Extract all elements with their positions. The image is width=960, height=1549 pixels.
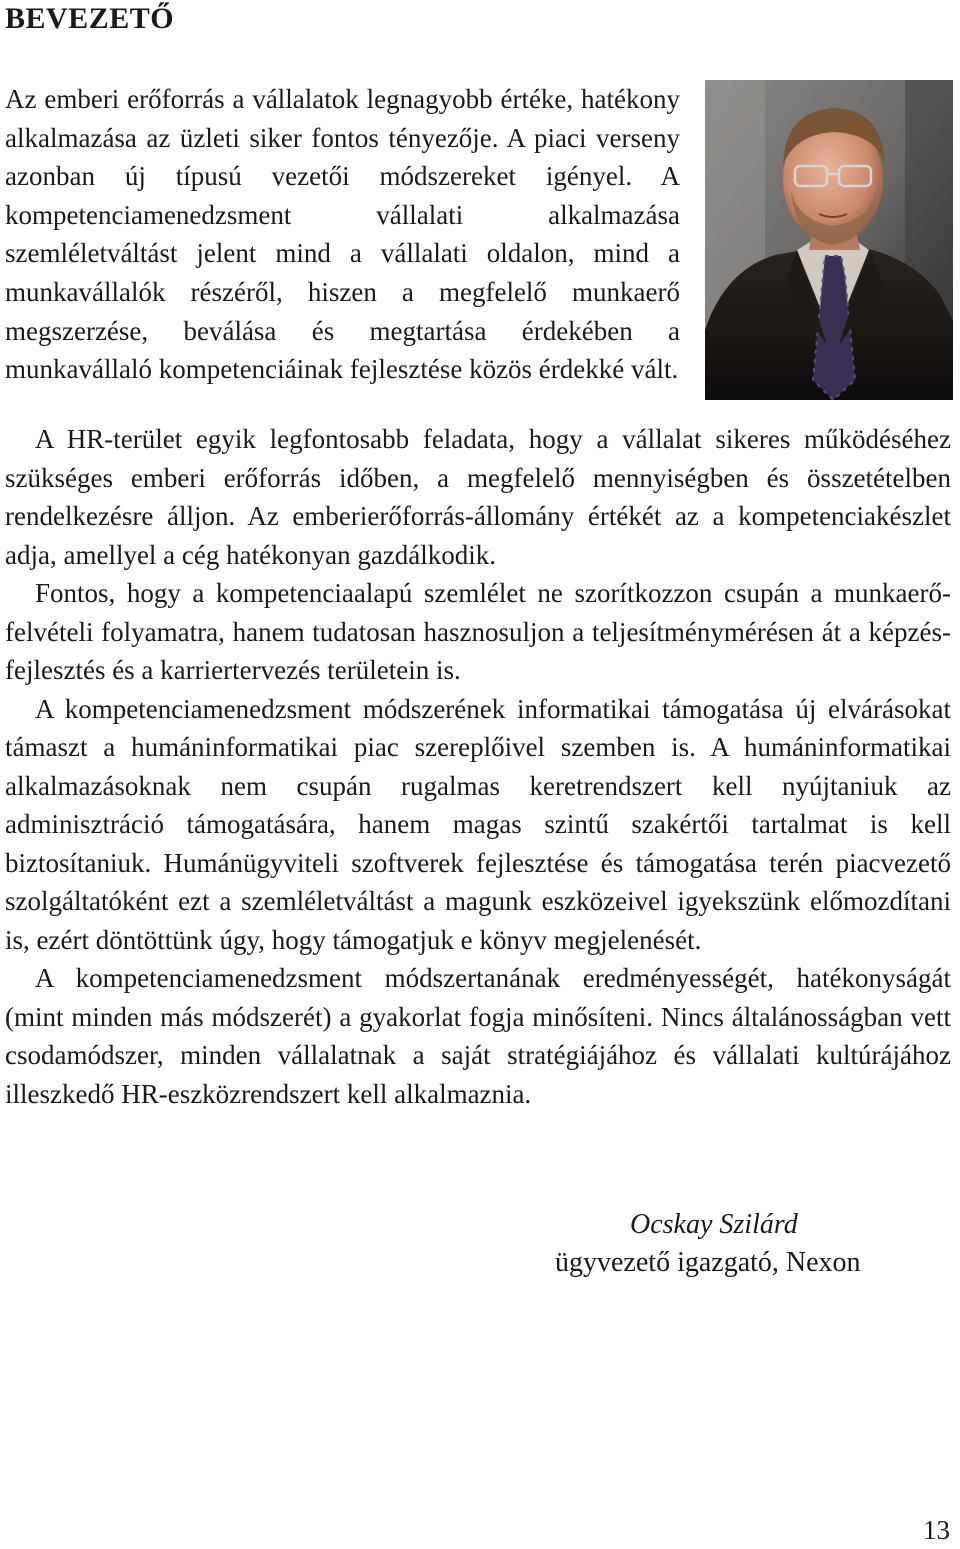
signature-block: [555, 1206, 935, 1282]
paragraph-competency-approach: Fontos, hogy a kompetenciaalapú szemlélet ne szorítkozzon csupán a munkaerő-felvételi folyamatra, hanem tudatosan hasznosuljon a teljesítménymérésen át a képzés-fejlesztés és a karriertervezés területein is.: [5, 578, 951, 685]
paragraph-methodology: A kompetenciamenedzsment módszertanának eredményességét, hatékonyságát (mint minden más módszerét) a gyakorlat fogja minősíteni. Nincs általánosságban vett csodamódszer, minden vállalatnak a saját stratégiájához és vállalati kultúrájához illeszkedő HR-eszközrendszert kell alkalmaznia.: [5, 963, 951, 1109]
signature-title: ügyvezető igazgató, Nexon: [555, 1247, 861, 1278]
portrait-image: [705, 80, 953, 400]
signature-name: Ocskay Szilárd: [630, 1209, 798, 1240]
paragraph-hr-role: A HR-terület egyik legfontosabb feladata, hogy a vállalat sikeres működéséhez szükséges emberi erőforrás időben, a megfelelő mennyiségben és összetételben rendelkezésre álljon. Az emberierőforrás-állomány értékét az a kompetenciakészlet adja, amellyel a cég hatékonyan gazdálkodik.: [5, 424, 951, 570]
body-text: [5, 420, 951, 1113]
page-number: 13: [923, 1515, 950, 1545]
author-portrait: [705, 80, 953, 400]
intro-paragraph: Az emberi erőforrás a vállalatok legnagyobb értéke, hatékony alkalmazása az üzleti siker fontos tényezője. A piaci verseny azonban új típusú vezetői módszereket igényel. A kompetenciamenedzsment vállalati alkalmazása szemléletváltást jelent mind a vállalati oldalon, mind a munkavállalók részéről, hiszen a megfelelő munkaerő megszerzése, beválása és megtartása érdekében a munkavállaló kompetenciáinak fejlesztése közös érdekké vált.: [5, 84, 680, 385]
paragraph-informatics-support: A kompetenciamenedzsment módszerének informatikai támogatása új elvárásokat támaszt a humáninformatikai piac szereplőivel szemben is. A humáninformatikai alkalmazásoknak nem csupán rugalmas keretrendszert kell nyújtaniuk az adminisztráció támogatására, hanem magas szintű szakértői tartalmat is kell biztosítaniuk. Humánügyviteli szoftverek fejlesztése és támogatása terén piacvezető szolgáltatóként ezt a szemléletváltást a magunk eszközeivel igyekszünk előmozdítani is, ezért döntöttünk úgy, hogy támogatjuk e könyv megjelenését.: [5, 693, 951, 955]
page-heading: BEVEZETŐ: [5, 2, 175, 35]
